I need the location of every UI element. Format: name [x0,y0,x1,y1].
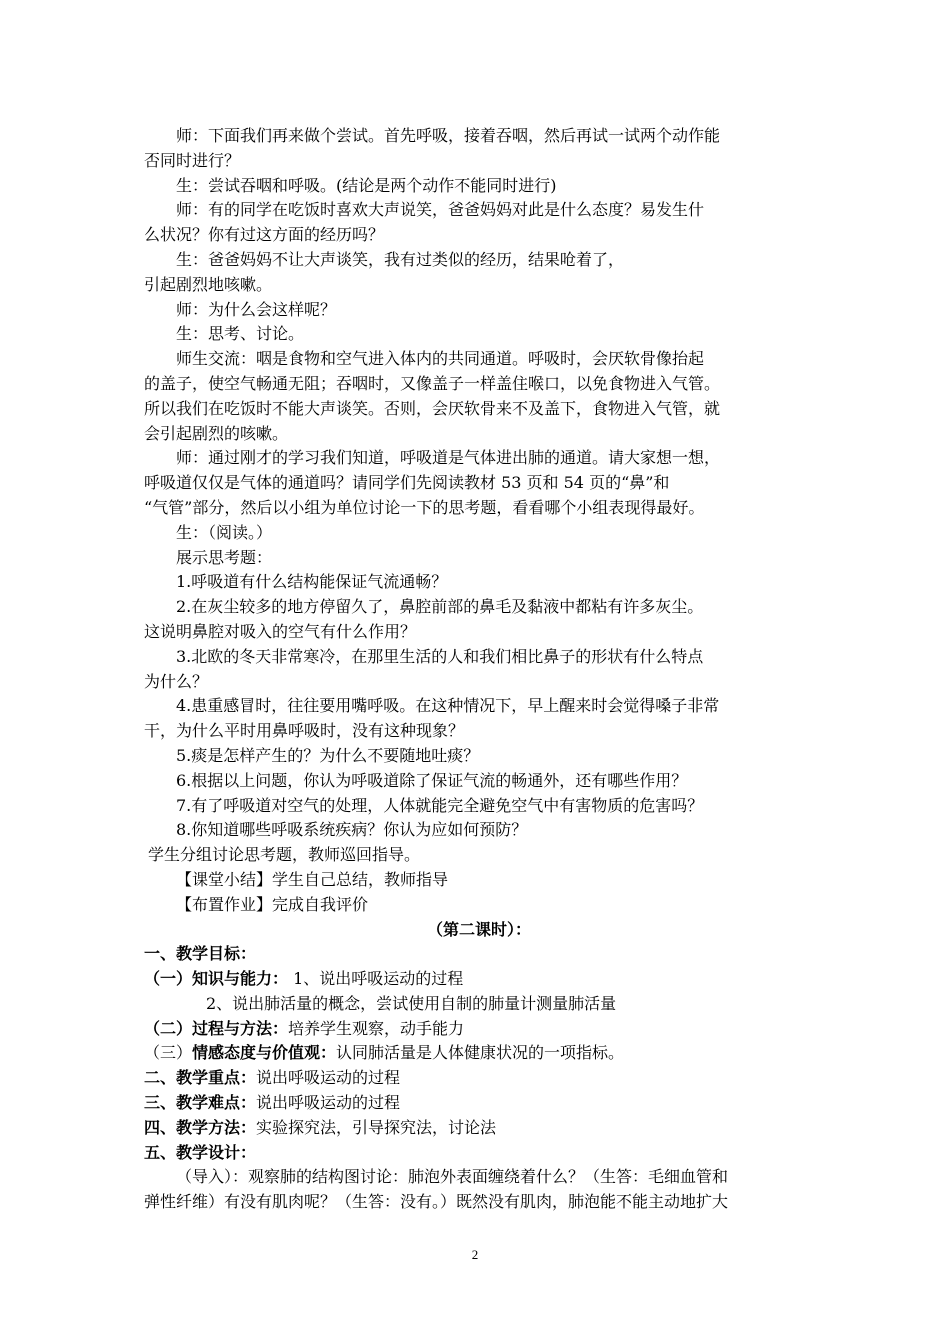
emotion-label: 情感态度与价值观： [192,1043,337,1063]
question-item: 这说明鼻腔对吸入的空气有什么作用？ [144,621,417,641]
objectives-heading: 一、教学目标： [144,944,257,964]
paragraph-line: 生：爸爸妈妈不让大声谈笑，我有过类似的经历，结果呛着了， [176,249,625,269]
emotion-prefix: （三） [144,1043,193,1063]
page-number: 2 [471,1247,479,1262]
paragraph-line: 生：思考、讨论。 [176,324,305,344]
paragraph-line: 生：（阅读。） [176,522,273,542]
paragraph-line: 生：尝试吞咽和呼吸。(结论是两个动作不能同时进行) [176,175,557,195]
paragraph-line: 学生分组讨论思考题，教师巡回指导。 [148,845,421,865]
teaching-method [144,1116,814,1141]
design-heading: 五、教学设计： [144,1142,257,1162]
key-text: 说出呼吸运动的过程 [256,1068,401,1088]
homework-assignment: 【布置作业】完成自我评价 [176,894,369,914]
question-item: 为什么？ [144,671,209,691]
difficulty-label: 三、教学难点： [144,1093,257,1113]
paragraph-line: 师：通过刚才的学习我们知道，呼吸道是气体进出肺的通道。请大家想一想， [176,448,721,468]
question-item: 4.患重感冒时，往往要用嘴呼吸。在这种情况下，早上醒来时会觉得嗓子非常 [176,696,720,716]
page-content [144,124,814,1215]
question-item: 3.北欧的冬天非常寒冷，在那里生活的人和我们相比鼻子的形状有什么特点 [176,646,704,666]
paragraph-line: 会引起剧烈的咳嗽。 [144,423,289,443]
paragraph-line: “气管”部分，然后以小组为单位讨论一下的思考题，看看哪个小组表现得最好。 [144,497,705,517]
paragraph-line: 弹性纤维）有没有肌肉呢？（生答：没有。）既然没有肌肉，肺泡能不能主动地扩大 [144,1192,729,1212]
knowledge-label: （一）知识与能力： [144,969,289,989]
process-label: （二）过程与方法： [144,1018,289,1038]
paragraph-line: 师：有的同学在吃饭时喜欢大声说笑，爸爸妈妈对此是什么态度？易发生什 [176,200,705,220]
question-item: 7.有了呼吸道对空气的处理，人体就能完全避免空气中有害物质的危害吗？ [176,795,704,815]
paragraph-line: 师：下面我们再来做个尝试。首先呼吸，接着吞咽，然后再试一试两个动作能 [176,126,721,145]
paragraph-line: （导入）：观察肺的结构图讨论：肺泡外表面缠绕着什么？（生答：毛细血管和 [176,1167,729,1187]
emotion-text: 认同肺活量是人体健康状况的一项指标。 [336,1043,625,1063]
question-item: 5.痰是怎样产生的？为什么不要随地吐痰？ [176,745,480,765]
difficulty-point [144,1091,814,1116]
paragraph-line: 师生交流：咽是食物和空气进入体内的共同通道。呼吸时，会厌软骨像抬起 [176,349,705,369]
lesson-heading: （第二课时）： [426,919,531,939]
question-item: 8.你知道哪些呼吸系统疾病？你认为应如何预防？ [176,820,528,840]
question-item: 1.呼吸道有什么结构能保证气流通畅？ [176,572,448,592]
knowledge-objective [144,967,814,992]
method-text: 实验探究法，引导探究法，讨论法 [256,1117,497,1137]
paragraph-line: 所以我们在吃饭时不能大声谈笑。否则，会厌软骨来不及盖下，食物进入气管，就 [144,398,721,418]
paragraph-line: 呼吸道仅仅是气体的通道吗？请同学们先阅读教材 53 页和 54 页的“鼻”和 [144,473,670,493]
emotion-objective [144,1041,814,1066]
paragraph-line: 否同时进行？ [144,150,241,170]
key-label: 二、教学重点： [144,1068,257,1088]
question-item: 6.根据以上问题，你认为呼吸道除了保证气流的畅通外，还有哪些作用？ [176,770,688,790]
paragraph-line: 么状况？你有过这方面的经历吗？ [144,225,385,245]
process-text: 培养学生观察，动手能力 [288,1018,465,1038]
paragraph-line: 引起剧烈地咳嗽。 [144,274,273,294]
question-item: 2.在灰尘较多的地方停留久了，鼻腔前部的鼻毛及黏液中都粘有许多灰尘。 [176,597,704,617]
key-point [144,1066,814,1091]
paragraph-line: 展示思考题： [176,547,273,567]
paragraph-line: 的盖子，使空气畅通无阻；吞咽时，又像盖子一样盖住喉口，以免食物进入气管。 [144,373,721,393]
method-label: 四、教学方法： [144,1117,257,1137]
process-objective [144,1017,814,1042]
difficulty-text: 说出呼吸运动的过程 [256,1093,401,1113]
knowledge-objective: 2、说出肺活量的概念，尝试使用自制的肺量计测量肺活量 [206,993,617,1013]
class-summary: 【课堂小结】学生自己总结，教师指导 [176,869,449,889]
knowledge-item: 1、说出呼吸运动的过程 [293,969,464,989]
question-item: 干，为什么平时用鼻呼吸时，没有这种现象？ [144,721,465,741]
paragraph-line: 师：为什么会这样呢？ [176,299,337,319]
